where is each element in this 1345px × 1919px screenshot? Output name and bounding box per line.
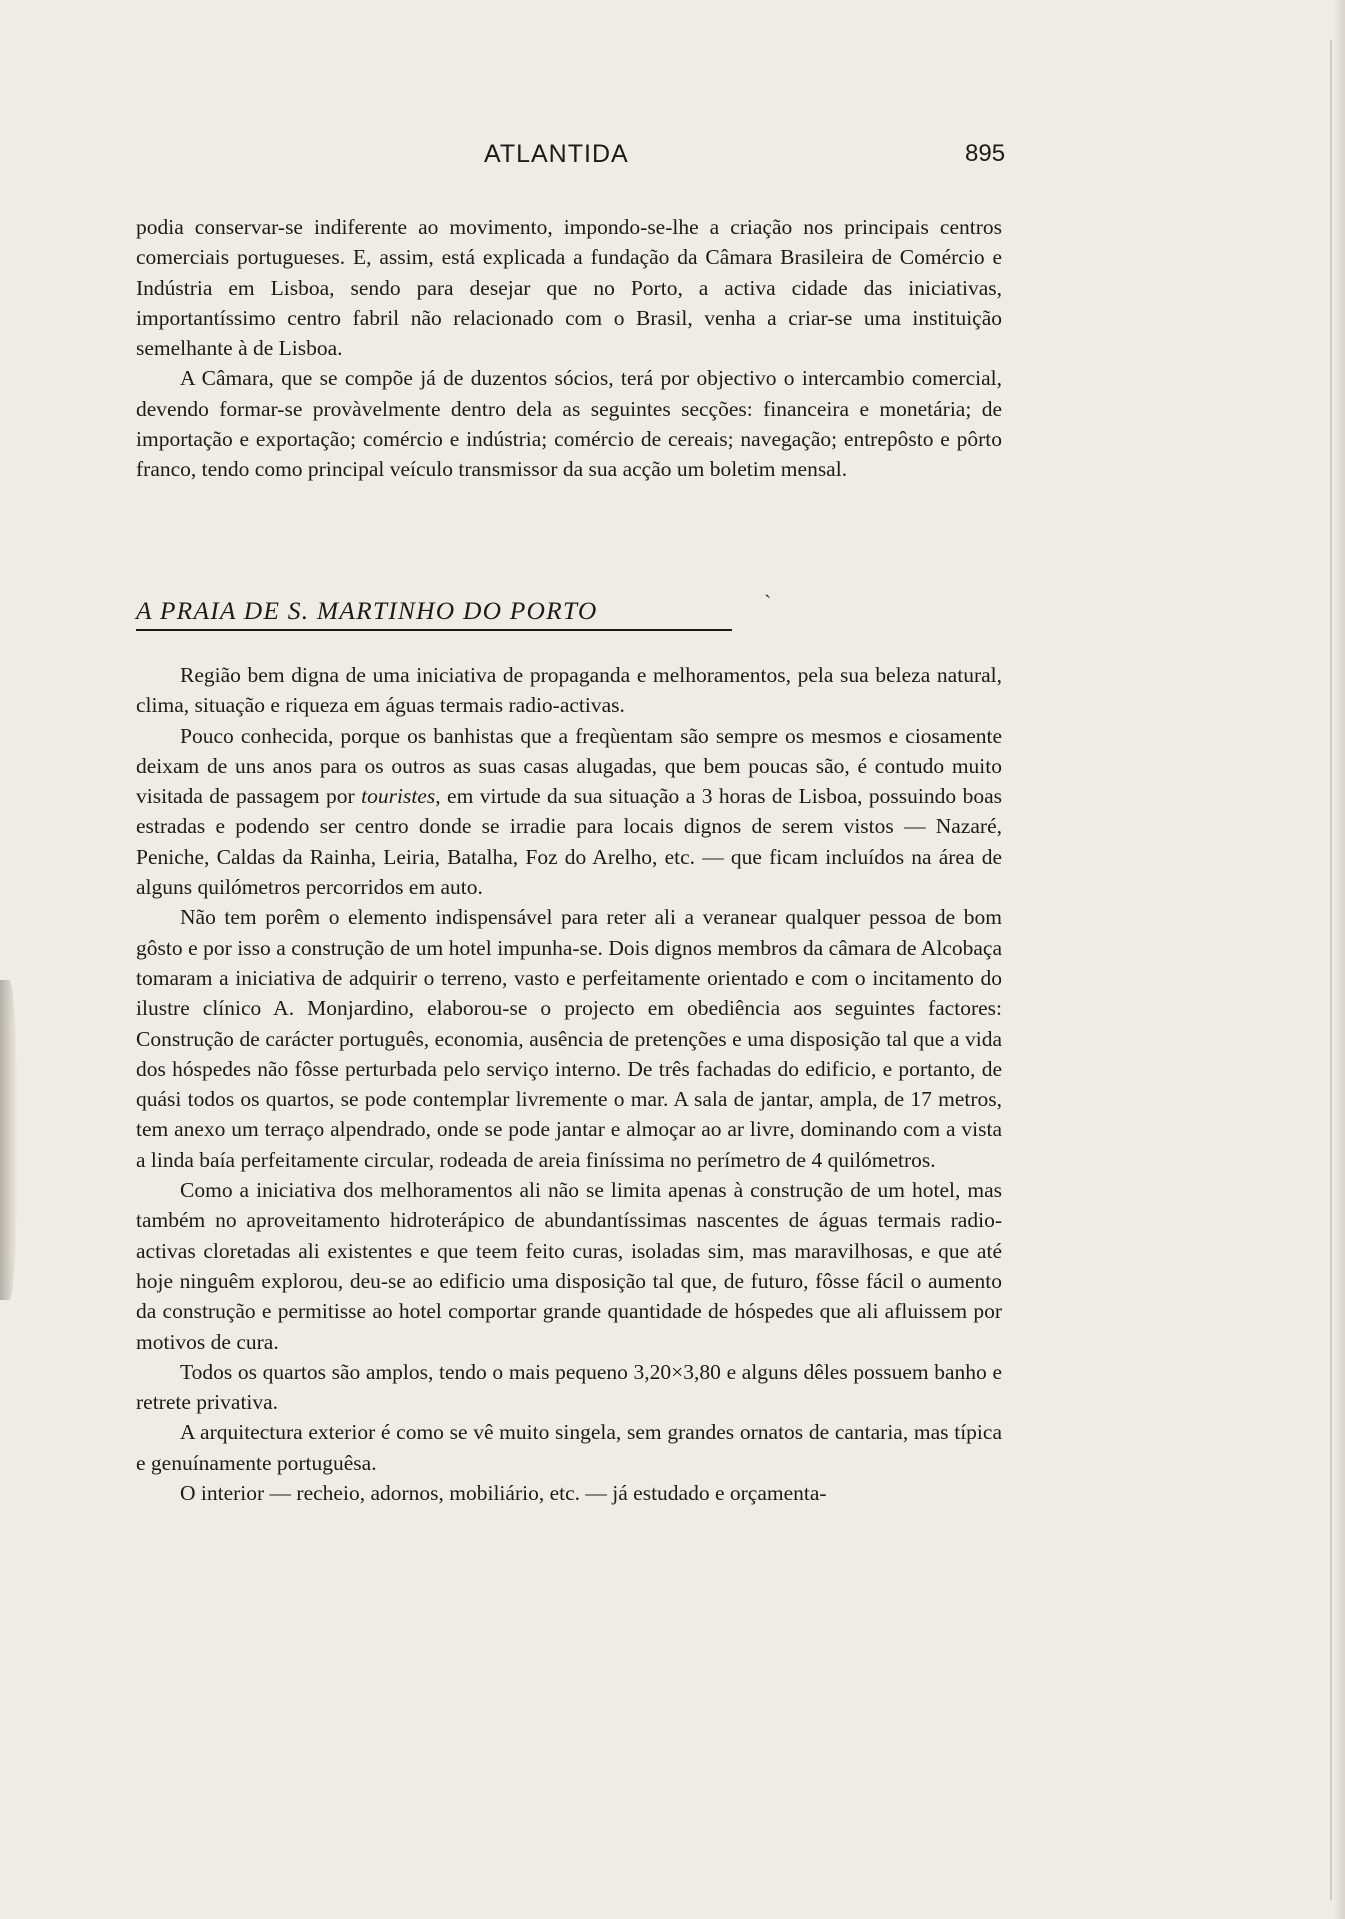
heading-stray-mark: ` xyxy=(764,590,772,615)
article-paragraph-1: Região bem digna de uma iniciativa de propaganda e melhoramentos, pela sua beleza natural, clima, situação e riqueza em águas termais radio-activas. xyxy=(136,663,1002,718)
article-paragraph-2 xyxy=(136,721,1002,903)
article-paragraph-2-end: , em virtude da sua situação a 3 horas de Lisboa, possuindo boas estradas e podendo ser centro donde se irradie para locais dignos de serem vistos — Nazaré, Peniche, Caldas da Rainha, Leiria, Batalha, Foz do Arelho, etc. — que ficam incluídos na área de alguns quilómetros percorridos em auto. xyxy=(136,784,1002,900)
article-paragraph-5: Todos os quartos são amplos, tendo o mais pequeno 3,20×3,80 e alguns dêles possuem banho e retrete privativa. xyxy=(136,1359,1002,1415)
binding-shadow xyxy=(0,980,18,1300)
running-header xyxy=(0,140,1345,174)
article-text-block xyxy=(136,660,1002,1508)
running-title: ATLANTIDA xyxy=(484,140,629,168)
page-edge-shade xyxy=(1333,0,1345,1919)
article-paragraph-7: O interior — recheio, adornos, mobiliário, etc. — já estudado e orçamenta- xyxy=(180,1481,827,1506)
intro-paragraph-2: A Câmara, que se compõe já de duzentos sócios, terá por objectivo o intercambio comercial, devendo formar-se provàvelmente dentro dela as seguintes secções: financeira e monetária; de importação e exportação; comércio e indústria; comércio de cereais; navegação; entrepôsto e pôrto franco, tendo como principal veículo transmissor da sua acção um boletim mensal. xyxy=(136,366,1002,482)
page-number: 895 xyxy=(965,140,1006,167)
article-paragraph-2-start: Pouco conhecida, porque os banhistas que a freqùentam são sempre os mesmos e ciosamente deixam de uns anos para os outros as suas casas alugadas, que bem poucas são, é contudo muito visitada de passagem por xyxy=(136,723,1002,809)
section-heading: A PRAIA DE S. MARTINHO DO PORTO xyxy=(136,596,732,631)
article-paragraph-4: Como a iniciativa dos melhoramentos ali não se limita apenas à construção de um hotel, mas também no aproveitamento hidroterápico de abundantíssimas nascentes de águas termais radio-activas cloretadas ali existentes e que teem feito curas, isoladas sim, mas maravilhosas, e que até hoje ninguêm explorou, deu-se ao edificio uma disposição tal que, de futuro, fôsse fácil o aumento da construção e permitisse ao hotel comportar grande quantidade de hóspedes que ali afluissem por motivos de cura. xyxy=(136,1178,1002,1354)
article-paragraph-6: A arquitectura exterior é como se vê muito singela, sem grandes ornatos de cantaria, mas típica e genuínamente portuguêsa. xyxy=(136,1420,1002,1475)
italic-term-touristes: touristes xyxy=(361,784,436,809)
intro-paragraph-1: podia conservar-se indiferente ao movimento, impondo-se-lhe a criação nos principais centros comerciais portugueses. E, assim, está explicada a fundação da Câmara Brasileira de Comércio e Indústria em Lisboa, sendo para desejar que no Porto, a activa cidade das iniciativas, importantíssimo centro fabril não relacionado com o Brasil, venha a criar-se uma instituição semelhante à de Lisboa. xyxy=(136,215,1002,361)
article-paragraph-3: Não tem porêm o elemento indispensável para reter ali a veranear qualquer pessoa de bom gôsto e por isso a construção de um hotel impunha-se. Dois dignos membros da câmara de Alcobaça tomaram a iniciativa de adquirir o terreno, vasto e perfeitamente orientado e com o incitamento do ilustre clínico A. Monjardino, elaborou-se o projecto em obediência aos seguintes factores: Construção de carácter português, economia, ausência de pretenções e uma disposição tal que a vida dos hóspedes não fôsse perturbada pelo serviço interno. De três fachadas do edificio, e portanto, de quási todos os quartos, se pode contemplar livremente o mar. A sala de jantar, ampla, de 17 metros, tem anexo um terraço alpendrado, onde se pode jantar e almoçar ao ar livre, dominando com a vista a linda baía perfeitamente circular, rodeada de areia finíssima no perímetro de 4 quilómetros. xyxy=(136,905,1002,1172)
page-edge-rule xyxy=(1330,40,1332,1900)
intro-text-block xyxy=(136,212,1002,485)
